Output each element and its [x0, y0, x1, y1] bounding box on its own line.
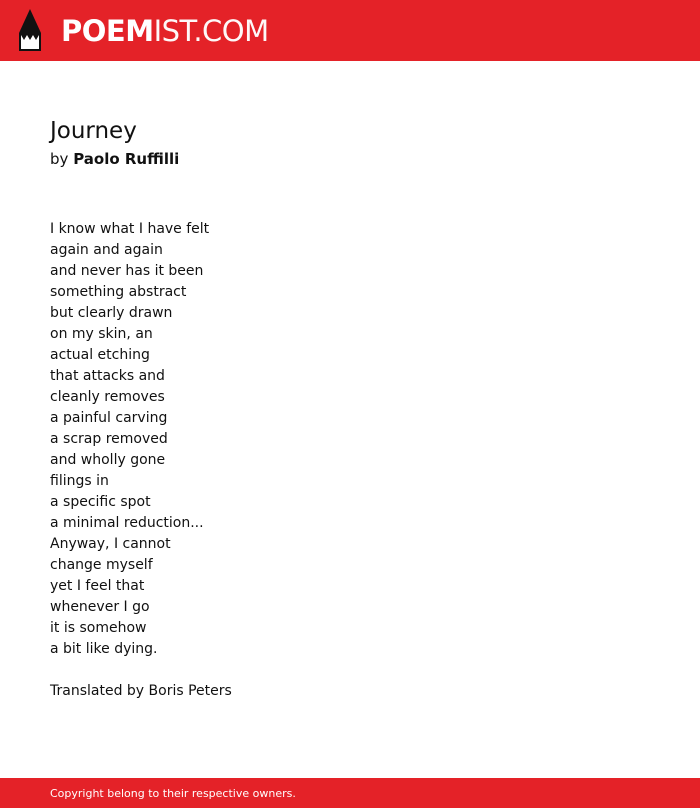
- by-label: by: [50, 150, 69, 168]
- copyright-text: Copyright belong to their respective owners.: [50, 787, 296, 800]
- poem-title: Journey: [50, 118, 137, 144]
- poem-author: Paolo Ruffilli: [73, 150, 180, 168]
- poem-line: again and again: [50, 242, 163, 258]
- poem-line: change myself: [50, 557, 153, 573]
- poem-line: filings in: [50, 473, 109, 489]
- poem-byline: [50, 149, 179, 169]
- poem-line: a bit like dying.: [50, 641, 158, 657]
- site-header: [0, 0, 700, 61]
- poem-line: actual etching: [50, 347, 150, 363]
- poem-line: Anyway, I cannot: [50, 536, 171, 552]
- poem-line: something abstract: [50, 284, 187, 300]
- logo-light-text: IST.COM: [153, 14, 269, 48]
- poem-line: a scrap removed: [50, 431, 168, 447]
- pencil-tip-icon[interactable]: [17, 9, 43, 51]
- poem-line: a specific spot: [50, 494, 151, 510]
- poem-body: [50, 219, 209, 660]
- poem-line: that attacks and: [50, 368, 165, 384]
- site-logo[interactable]: [61, 12, 269, 50]
- site-footer: [0, 778, 700, 808]
- poem-line: yet I feel that: [50, 578, 145, 594]
- logo-bold-text: POEM: [61, 14, 154, 48]
- poem-line: I know what I have felt: [50, 221, 210, 237]
- poem-line: on my skin, an: [50, 326, 153, 342]
- poem-line: a minimal reduction...: [50, 515, 204, 531]
- poem-line: it is somehow: [50, 620, 147, 636]
- poem-line: and never has it been: [50, 263, 204, 279]
- poem-line: a painful carving: [50, 410, 168, 426]
- poem-line: and wholly gone: [50, 452, 166, 468]
- translator-note: Translated by Boris Peters: [50, 683, 232, 699]
- poem-line: whenever I go: [50, 599, 150, 615]
- poem-line: cleanly removes: [50, 389, 165, 405]
- poem-line: but clearly drawn: [50, 305, 173, 321]
